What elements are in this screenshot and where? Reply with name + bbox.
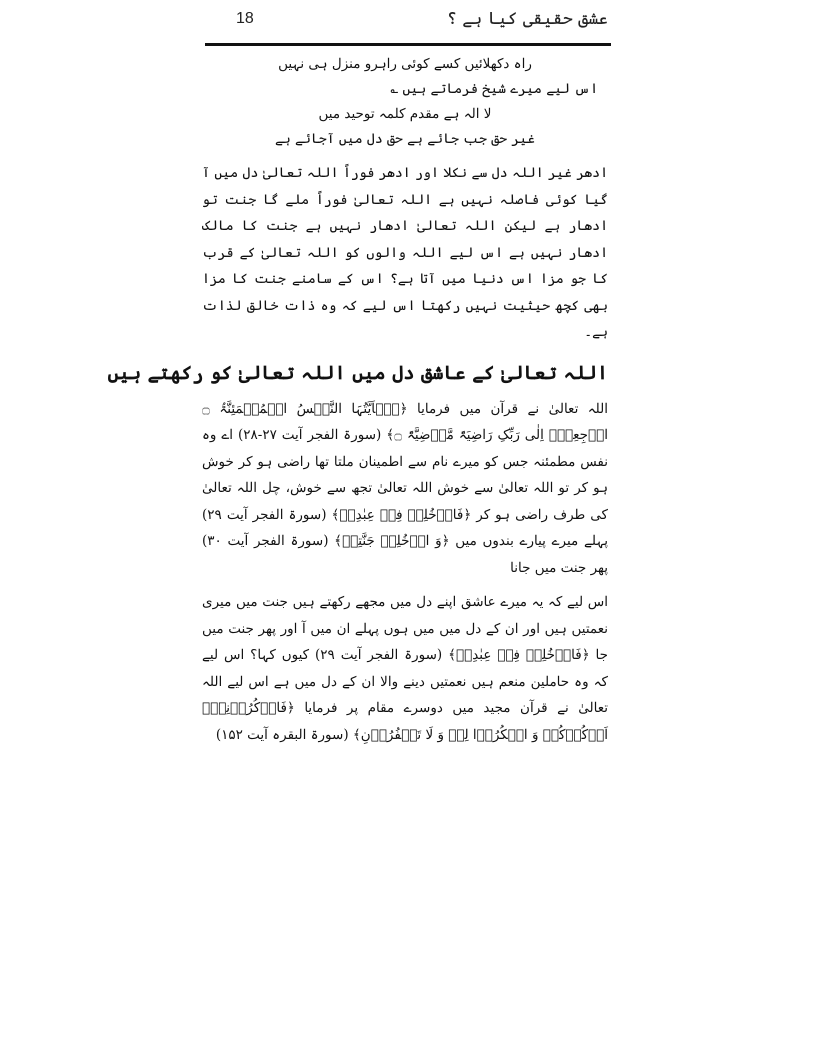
running-title: عشق حقیقی کیا ہے ؟ — [446, 9, 608, 29]
paragraph-2: اللہ تعالیٰ نے قرآن میں فرمایا ﴿یٰۤاَیَّتُہَا النَّفۡسُ الۡمُطۡمَئِنَّۃُ ۝ ارۡجِعِیۡۤ اِلٰی رَبِّکِ رَاضِیَۃً مَّرۡضِیَّۃً ۝﴾ (سورۃ الفجر آیت ۲۷-۲۸) اے وہ نفس مطمئنہ جس کو میرے نام سے اطمینان ملتا تھا راضی ہو کر خوش ہو کر تو اللہ تعالیٰ سے خوش اللہ تعالیٰ تجھ سے خوش، چل اللہ تعالیٰ کی طرف راضی ہو کر ﴿فَادۡخُلِیۡ فِیۡ عِبٰدِیۡ﴾ (سورۃ الفجر آیت ۲۹) پہلے میرے پیارے بندوں میں ﴿وَ ادۡخُلِیۡ جَنَّتِیۡ﴾ (سورۃ الفجر آیت ۳۰) پھر جنت میں جانا — [202, 400, 608, 576]
poem-line-4: غیر حق جب جائے ہے حق دل میں آجائے ہے — [274, 131, 536, 147]
paragraph-3: اس لیے کہ یہ میرے عاشق اپنے دل میں مجھے رکھتے ہیں جنت میں میری نعمتیں ہیں اور ان کے دل میں میں ہوں پہلے ان میں آ اور پھر جنت میں جا ﴿فَادۡخُلِیۡ فِیۡ عِبٰدِیۡ﴾ (سورۃ الفجر آیت ۲۹) کیوں کہا؟ اس لیے کہ وہ حاملین منعم ہیں نعمتیں دینے والا ان کے دل میں ہے اس لیے اللہ تعالیٰ نے قرآن مجید میں دوسرے مقام پر فرمایا ﴿فَاذۡکُرُوۡنِیۡۤ اَذۡکُرۡکُمۡ وَ اشۡکُرُوۡا لِیۡ وَ لَا تَکۡفُرُوۡنِ﴾ (سورۃ البقرہ آیت ۱۵۲) — [202, 594, 609, 743]
section-heading: اللہ تعالیٰ کے عاشق دل میں اللہ تعالیٰ کو رکھتے ہیں — [107, 361, 608, 384]
poem-intro-line: اس لیے میرے شیخ فرماتے ہیں ؎ — [390, 81, 598, 97]
poem-line-1: راہ دکھلائیں کسے کوئی راہرو منزل ہی نہیں — [278, 56, 532, 72]
paragraph-1: ادھر غیر اللہ دل سے نکلا اور ادھر فوراً اللہ تعالیٰ دل میں آ گیا کوئی فاصلہ نہیں ہے اللہ تعالیٰ فوراً ملے گا جنت تو ادھار ہے لیکن اللہ تعالیٰ ادھار نہیں ہے جنت کا مالک ادھار نہیں ہے اس لیے اللہ والوں کو اللہ تعالیٰ کے قرب کا جو مزا اس دنیا میں آتا ہے؟ اس کے سامنے جنت کا مزا بھی کچھ حیثیت نہیں رکھتا اس لیے کہ وہ ذات خالق لذات ہے۔ — [202, 165, 608, 340]
page-body — [107, 52, 609, 748]
page-number: 18 — [236, 10, 254, 27]
header-rule — [205, 43, 611, 46]
poem-line-kalima: لا الہ ہے مقدم کلمہ توحید میں — [318, 106, 492, 122]
